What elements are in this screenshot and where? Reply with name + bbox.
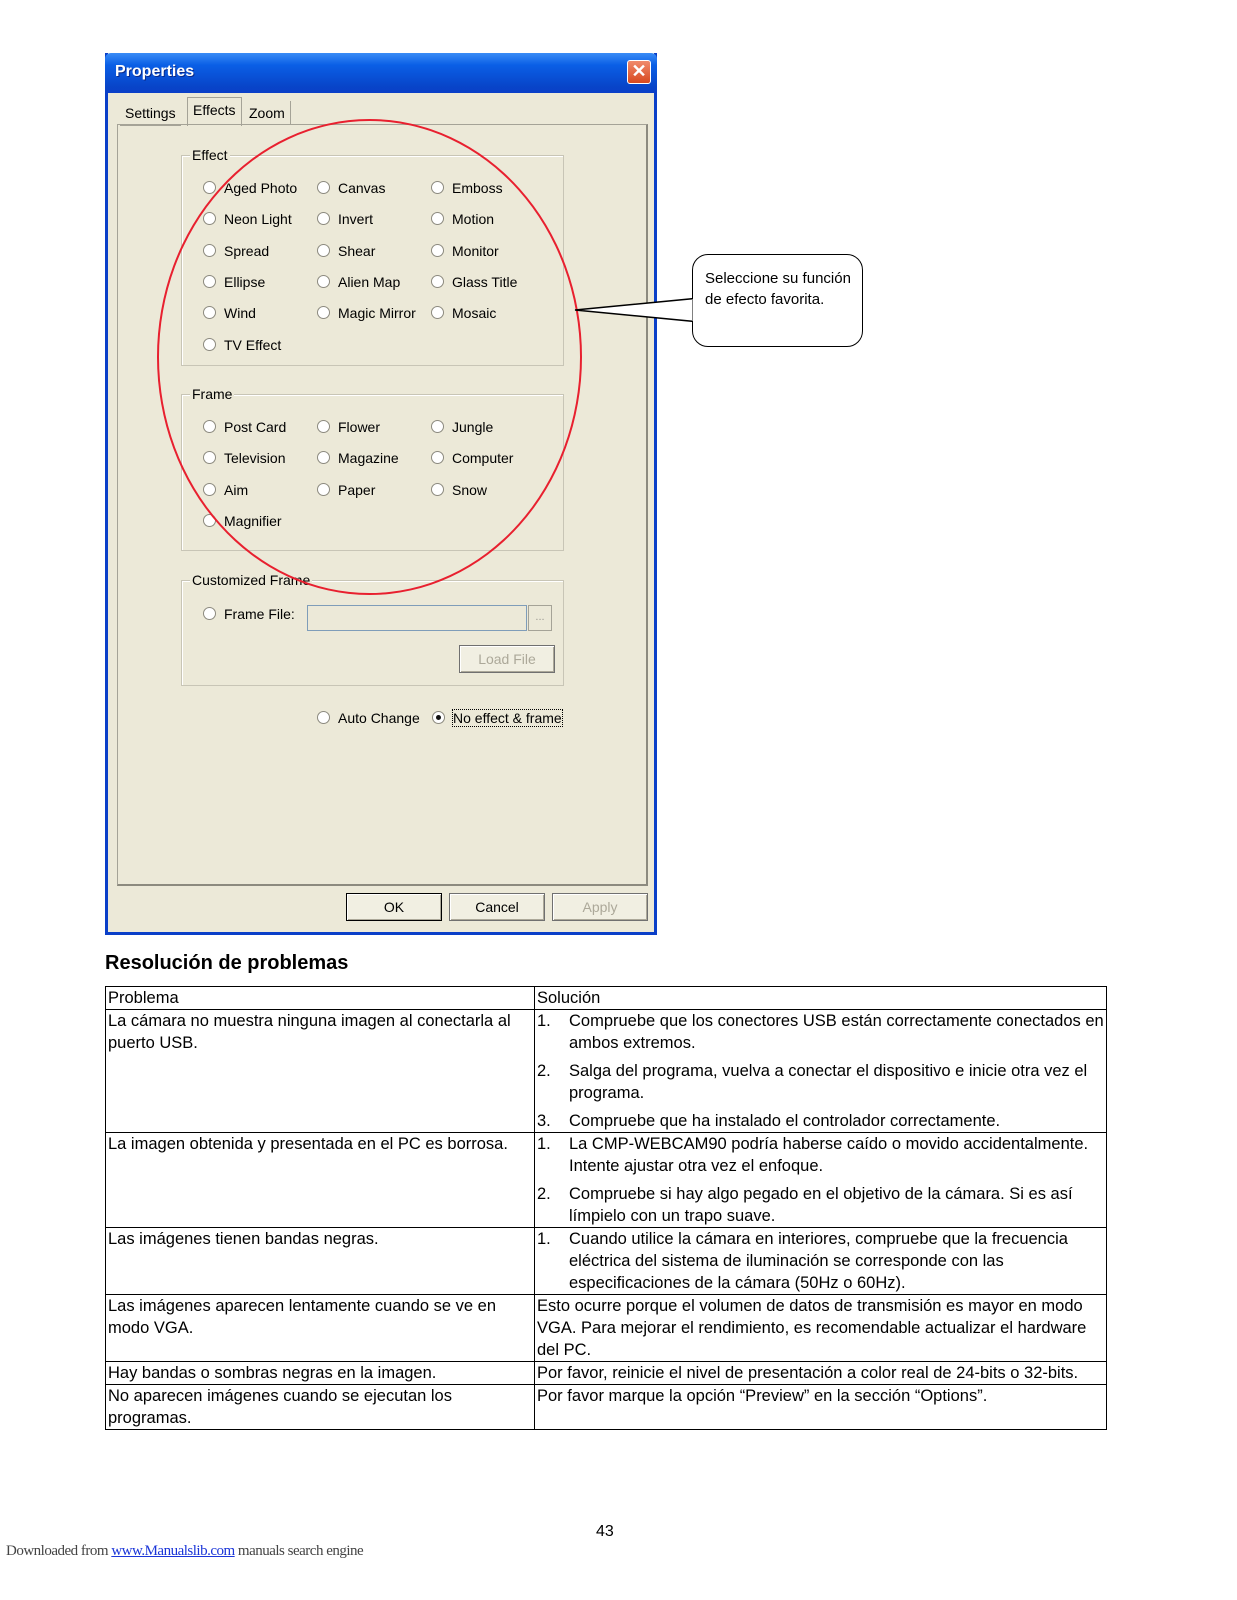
header-solution: Solución — [535, 987, 1107, 1010]
callout-text: Seleccione su función de efecto favorita. — [705, 270, 851, 308]
radio-icon — [317, 483, 330, 496]
list-item — [537, 1133, 1104, 1177]
effect-option-label: Neon Light — [224, 211, 292, 228]
callout-pointer — [0, 0, 1237, 400]
effect-option-label: Motion — [452, 211, 495, 228]
list-item — [537, 1183, 1104, 1227]
radio-icon — [317, 451, 330, 464]
radio-icon — [317, 420, 330, 433]
item-text-line: Intente ajustar otra vez el enfoque. — [569, 1157, 824, 1175]
item-number: 3. — [537, 1112, 551, 1130]
table-row — [106, 1010, 1107, 1133]
solution-cell: Esto ocurre porque el volumen de datos de transmisión es mayor en modo VGA. Para mejorar el rendimiento, es recomendable actualizar el hardware del PC. — [535, 1295, 1107, 1362]
load-file-button[interactable]: Load File — [459, 645, 555, 673]
browse-button[interactable]: ... — [528, 605, 552, 631]
table-row — [106, 1295, 1107, 1362]
effect-group-label: Effect — [192, 147, 228, 163]
radio-selected-icon — [432, 711, 445, 724]
table-row — [106, 1362, 1107, 1385]
tab-effects[interactable]: Effects — [187, 97, 242, 126]
footer-suffix: manuals search engine — [234, 1543, 364, 1559]
effect-option-label: Magic Mirror — [338, 305, 416, 322]
problem-cell: Las imágenes tienen bandas negras. — [106, 1228, 535, 1295]
page-number: 43 — [596, 1523, 614, 1540]
frame-radio-television[interactable] — [203, 449, 285, 467]
problem-cell: No aparecen imágenes cuando se ejecutan los programas. — [106, 1385, 535, 1430]
effect-option-label: Invert — [338, 211, 374, 228]
frame-group-label: Frame — [192, 386, 233, 402]
item-text: Compruebe si hay algo pegado en el objetivo de la cámara. Si es así límpielo con un trapo suave. — [569, 1185, 1073, 1225]
dialog-title: Properties — [115, 63, 195, 80]
radio-icon — [203, 420, 216, 433]
footer-link[interactable]: www.Manualslib.com — [111, 1543, 235, 1559]
item-text-line: La CMP-WEBCAM90 podría haberse caído o movido accidentalmente. — [569, 1135, 1089, 1153]
item-text: Salga del programa, vuelva a conectar el dispositivo e inicie otra vez el programa. — [569, 1062, 1088, 1102]
frame-option-label: Magnifier — [224, 512, 282, 529]
table-row — [106, 1385, 1107, 1430]
frame-radio-flower[interactable] — [317, 418, 380, 436]
item-text: Cuando utilice la cámara en interiores, compruebe que la frecuencia eléctrica del sistema de iluminación se corresponde con las especificaciones de la cámara (50Hz o 60Hz). — [569, 1230, 1068, 1292]
radio-icon — [203, 483, 216, 496]
frame-file-input[interactable] — [307, 605, 527, 631]
radio-icon — [431, 420, 444, 433]
problem-cell: Hay bandas o sombras negras en la imagen. — [106, 1362, 535, 1385]
effect-option-label: Emboss — [452, 180, 503, 196]
frame-option-label: Flower — [338, 419, 381, 435]
solution-cell — [535, 1228, 1107, 1295]
section-heading: Resolución de problemas — [105, 952, 349, 974]
effect-option-label: Alien Map — [338, 273, 401, 290]
no-effect-label: No effect & frame — [453, 710, 562, 726]
radio-icon — [317, 711, 330, 724]
frame-option-label: Aim — [224, 481, 249, 498]
frame-option-label: Paper — [338, 481, 376, 498]
frame-radio-magazine[interactable] — [317, 449, 399, 467]
frame-option-label: Post Card — [224, 419, 287, 435]
effect-option-label: Wind — [224, 305, 256, 322]
effect-option-label: Canvas — [338, 180, 386, 196]
frame-radio-aim[interactable] — [203, 481, 248, 499]
table-row — [106, 1133, 1107, 1228]
radio-icon — [203, 514, 216, 527]
frame-option-label: Computer — [452, 450, 514, 467]
effect-option-label: Mosaic — [452, 305, 497, 322]
problem-cell: Las imágenes aparecen lentamente cuando se ve en modo VGA. — [106, 1295, 535, 1362]
list-item — [537, 1228, 1104, 1294]
solution-cell — [535, 1133, 1107, 1228]
auto-change-label: Auto Change — [338, 710, 420, 726]
radio-icon — [431, 451, 444, 464]
effect-option-label: Spread — [224, 242, 270, 259]
solution-cell: Por favor, reinicie el nivel de presentación a color real de 24-bits o 32-bits. — [535, 1362, 1107, 1385]
footer-prefix: Downloaded from — [6, 1543, 112, 1559]
table-row — [106, 1228, 1107, 1295]
effect-option-label: Shear — [338, 242, 376, 259]
cancel-button[interactable]: Cancel — [449, 893, 545, 921]
header-problem: Problema — [106, 987, 535, 1010]
apply-button[interactable]: Apply — [552, 893, 648, 921]
troubleshooting-table — [105, 986, 1107, 1430]
solution-cell: Por favor marque la opción “Preview” en la sección “Options”. — [535, 1385, 1107, 1430]
frame-radio-magnifier[interactable] — [203, 512, 282, 530]
item-text: Compruebe que los conectores USB están correctamente conectados en ambos extremos. — [569, 1012, 1104, 1052]
list-item — [537, 1060, 1104, 1104]
item-number: 2. — [537, 1062, 551, 1080]
no-effect-radio[interactable] — [432, 709, 562, 727]
frame-option-label: Jungle — [452, 419, 494, 435]
frame-radio-jungle[interactable] — [431, 418, 493, 436]
effect-option-label: Aged Photo — [224, 180, 298, 196]
frame-file-radio[interactable] — [203, 605, 295, 623]
item-number: 1. — [537, 1012, 551, 1030]
list-item — [537, 1110, 1104, 1132]
solution-cell — [535, 1010, 1107, 1133]
item-text: Compruebe que ha instalado el controlador correctamente. — [569, 1112, 1001, 1130]
footer — [6, 1543, 363, 1560]
effect-option-label: Glass Title — [452, 273, 518, 290]
frame-file-label: Frame File: — [224, 606, 295, 622]
item-number: 1. — [537, 1135, 551, 1153]
problem-cell: La imagen obtenida y presentada en el PC es borrosa. — [106, 1133, 535, 1228]
customized-frame-group-label: Customized Frame — [192, 572, 311, 588]
radio-icon — [203, 607, 216, 620]
frame-option-label: Television — [224, 450, 286, 467]
item-text — [569, 1133, 1088, 1177]
radio-icon — [431, 483, 444, 496]
tab-settings[interactable]: Settings — [120, 101, 181, 126]
frame-radio-computer[interactable] — [431, 449, 513, 467]
close-icon[interactable]: ✕ — [627, 60, 651, 84]
frame-radio-post-card[interactable] — [203, 418, 286, 436]
problem-cell: La cámara no muestra ninguna imagen al conectarla al puerto USB. — [106, 1010, 535, 1133]
frame-radio-snow[interactable] — [431, 481, 487, 499]
callout-bubble — [692, 254, 863, 347]
frame-option-label: Magazine — [338, 450, 399, 467]
item-number: 2. — [537, 1185, 551, 1203]
tab-zoom[interactable]: Zoom — [244, 101, 291, 125]
table-header-row — [106, 987, 1107, 1010]
frame-radio-paper[interactable] — [317, 481, 375, 499]
radio-icon — [203, 451, 216, 464]
item-number: 1. — [537, 1230, 551, 1248]
frame-option-label: Snow — [452, 481, 488, 498]
effect-option-label: Monitor — [452, 242, 499, 259]
effect-option-label: Ellipse — [224, 273, 266, 290]
ok-button[interactable]: OK — [346, 893, 442, 921]
effect-option-label: TV Effect — [224, 336, 282, 353]
auto-change-radio[interactable] — [317, 709, 420, 727]
list-item — [537, 1010, 1104, 1054]
